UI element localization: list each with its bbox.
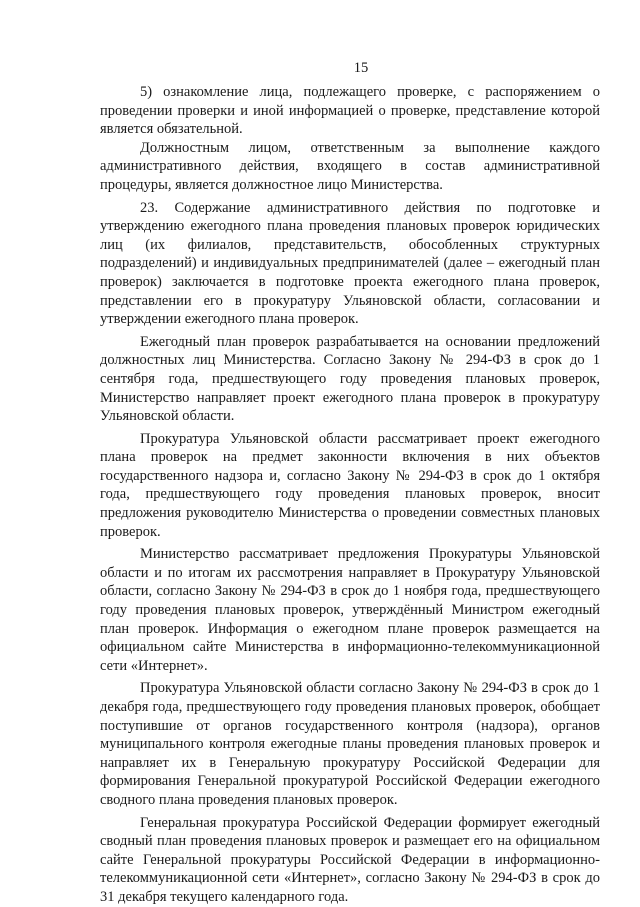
paragraph-general-prosecutor: Генеральная прокуратура Российской Федерации формирует ежегодный сводный план проведения плановых проверок и размещает его на официальном сайте Генеральной прокуратуры Российской Федерации в информационно-телекоммуникационной сети «Интернет», согласно Закону № 294-ФЗ в срок до 31 декабря текущего календарного года. <box>100 814 600 905</box>
paragraph-responsible-official: Должностным лицом, ответственным за выполнение каждого административного действия, входящего в состав административной процедуры, является должностное лицо Министерства. <box>100 139 600 193</box>
paragraph-ministry-review: Министерство рассматривает предложения Прокуратуры Ульяновской области и по итогам их рассмотрения направляет в Прокуратуру Ульяновской области, согласно Закону № 294-ФЗ в срок до 1 ноября года, предшествующего году проведения плановых проверок, утверждённый Министром ежегодный план проверок. Информация о ежегодном плане проверок размещается на официальном сайте Министерства в информационно-телекоммуникационной сети «Интернет». <box>100 546 600 674</box>
paragraph-plan-development: Ежегодный план проверок разрабатывается на основании предложений должностных лиц Министерства. Согласно Закону № 294-ФЗ в срок до 1 сентября года, предшествующего году проведения плановых проверок, Министерство направляет проект ежегодного плана проверок в прокуратуру Ульяновской области. <box>100 333 600 425</box>
page-number: 15 <box>353 60 369 76</box>
paragraph-item-5: 5) ознакомление лица, подлежащего проверке, с распоряжением о проведении проверки и иной информацией о проверке, представление которой является обязательной. <box>100 84 600 138</box>
paragraph-section-23: 23. Содержание административного действия по подготовке и утверждению ежегодного плана проведения плановых проверок юридических лиц (их филиалов, представительств, обособленных структурных подразделений) и индивидуальных предпринимателей (далее – ежегодный план проверок) заключается в подготовке проекта ежегодного плана проверок, представлении его в прокуратуру Ульяновской области, согласовании и утверждении ежегодного плана проверок. <box>100 199 600 328</box>
paragraph-prosecutor-review: Прокуратура Ульяновской области рассматривает проект ежегодного плана проверок на предмет законности включения в них объектов государственного надзора и, согласно Закону № 294-ФЗ в срок до 1 октября года, предшествующего году проведения плановых проверок, вносит предложения руководителю Министерства о проведении совместных плановых проверок. <box>100 430 600 540</box>
paragraph-prosecutor-summary: Прокуратура Ульяновской области согласно Закону № 294-ФЗ в срок до 1 декабря года, предшествующего году проведения плановых проверок, обобщает поступившие от органов государственного контроля (надзора), органов муниципального контроля ежегодные планы проведения плановых проверок и направляет их в Генеральную прокуратуру Российской Федерации для формирования Генеральной прокуратурой Российской Федерации ежегодного сводного плана проведения плановых проверок. <box>100 680 600 808</box>
